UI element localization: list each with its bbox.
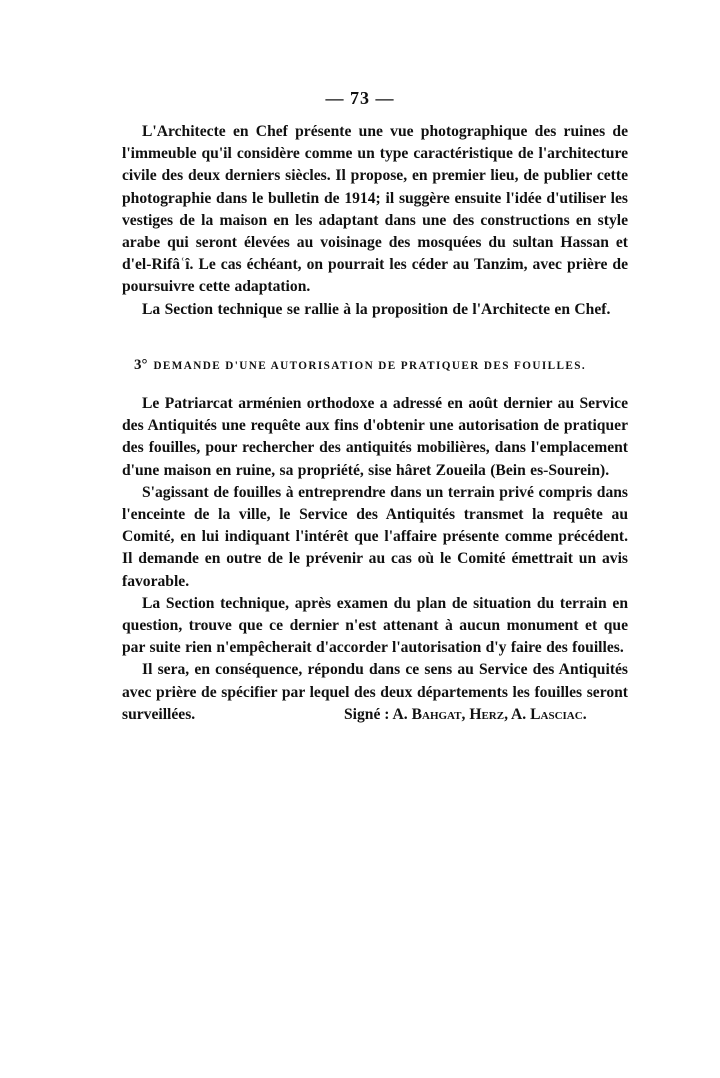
- terminator: .: [582, 706, 587, 723]
- section-architect-proposal: [122, 121, 628, 321]
- section-number: 3°: [133, 357, 148, 373]
- page-number: — 73 —: [325, 88, 395, 108]
- paragraph: S'agissant de fouilles à entreprendre dans un terrain privé compris dans l'enceinte de la ville, le Service des Antiquités transmet la requête au Comité, en lui indiquant l'intérêt que l'affaire présente comme précédent. Il demande en outre de le prévenir au cas où le Comité émettrait un avis favorable.: [122, 483, 628, 590]
- separator: ,: [504, 706, 508, 723]
- signature-line: [344, 706, 587, 724]
- signatory-herz: Herz: [469, 706, 505, 723]
- signatory-lasciac: Lasciac: [530, 706, 583, 723]
- paragraph: L'Architecte en Chef présente une vue photographique des ruines de l'immeuble qu'il considère comme un type caractéristique de l'architecture civile des deux derniers siècles. Il propose, en premier lieu, de publier cette photographie dans le bulletin de 1914; il suggère ensuite l'idée d'utiliser les vestiges de la maison en les adaptant dans une des constructions en style arabe qui seront élevées au voisinage des mosquées du sultan Hassan et d'el-Rifâʿî. Le cas échéant, on pourrait les céder au Tanzim, avec prière de poursuivre cette adaptation.: [122, 123, 628, 296]
- signature-prefix: Signé : A.: [344, 706, 408, 723]
- section-heading: [0, 357, 720, 374]
- paragraph: La Section technique se rallie à la proposition de l'Architecte en Chef.: [142, 300, 611, 318]
- signatory-lasciac-initial: A.: [511, 706, 527, 723]
- paragraph: La Section technique, après examen du plan de situation du terrain en question, trouve que ce dernier n'est attenant à aucun monument et que par suite rien n'empêcherait d'accorder l'autorisation d'y faire des fouilles.: [122, 594, 628, 657]
- paragraph: Le Patriarcat arménien orthodoxe a adressé en août dernier au Service des Antiquités une requête aux fins d'obtenir une autorisation de pratiquer des fouilles, pour rechercher des antiquités mobilières, dans l'emplacement d'une maison en ruine, sa propriété, sise hâret Zoueila (Bein es-Sourein).: [122, 395, 628, 479]
- section-title: DEMANDE D'UNE AUTORISATION DE PRATIQUER DES FOUILLES.: [153, 360, 587, 372]
- paragraph: Il sera, en conséquence, répondu dans ce sens au Service des Antiquités avec prière de spécifier par lequel des deux départements les fouilles seront surveillées.: [122, 661, 628, 723]
- separator: ,: [461, 706, 466, 723]
- signatory-bahgat: Bahgat: [411, 706, 462, 723]
- section-excavation-request: [122, 393, 628, 726]
